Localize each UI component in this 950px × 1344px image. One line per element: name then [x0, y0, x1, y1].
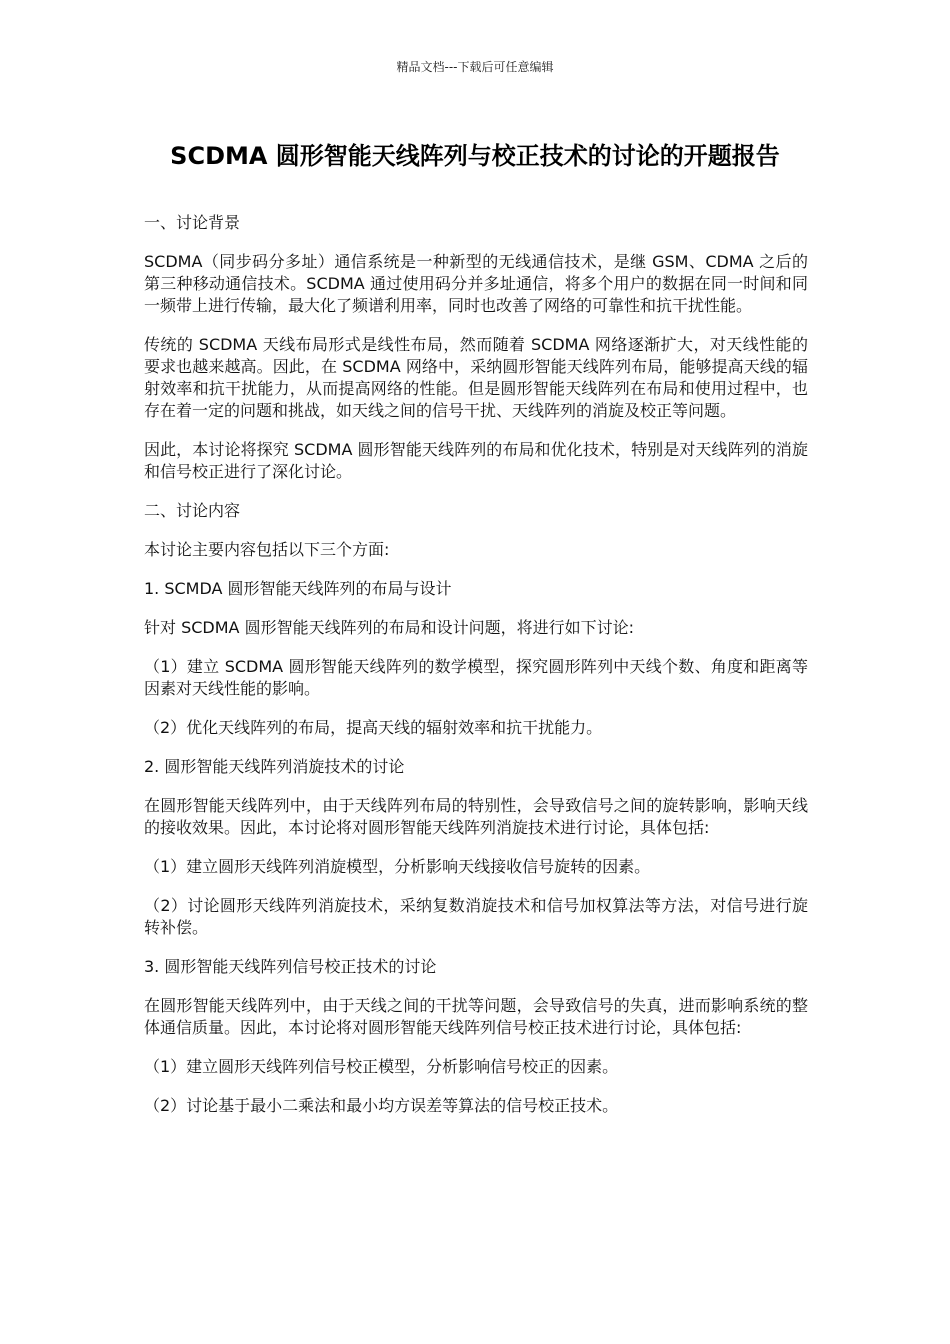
list-item-derotation-1: （1）建立圆形天线阵列消旋模型，分析影响天线接收信号旋转的因素。: [144, 857, 651, 876]
section-heading-background: 一、讨论背景: [144, 213, 241, 232]
paragraph-research-goal: 因此，本讨论将探究 SCDMA 圆形智能天线阵列的布局和优化技术，特别是对天线阵列的消旋和信号校正进行了深化讨论。: [144, 440, 808, 481]
header-note: 精品文档---下载后可任意编辑: [396, 60, 554, 74]
document-body: [144, 212, 808, 1134]
paragraph-correction-intro: 在圆形智能天线阵列中，由于天线之间的干扰等问题，会导致信号的失真，进而影响系统的整体通信质量。因此，本讨论将对圆形智能天线阵列信号校正技术进行讨论，具体包括:: [144, 996, 808, 1037]
list-item-layout-1: （1）建立 SCDMA 圆形智能天线阵列的数学模型，探究圆形阵列中天线个数、角度和距离等因素对天线性能的影响。: [144, 657, 808, 698]
paragraph-derotation-intro: 在圆形智能天线阵列中，由于天线阵列布局的特别性，会导致信号之间的旋转影响，影响天线的接收效果。因此，本讨论将对圆形智能天线阵列消旋技术进行讨论，具体包括:: [144, 796, 808, 837]
subheading-signal-correction: 3. 圆形智能天线阵列信号校正技术的讨论: [144, 957, 437, 976]
subheading-derotation: 2. 圆形智能天线阵列消旋技术的讨论: [144, 757, 405, 776]
list-item-correction-2: （2）讨论基于最小二乘法和最小均方误差等算法的信号校正技术。: [144, 1096, 619, 1115]
document-title: SCDMA 圆形智能天线阵列与校正技术的讨论的开题报告: [170, 142, 780, 170]
list-item-layout-2: （2）优化天线阵列的布局，提高天线的辐射效率和抗干扰能力。: [144, 718, 603, 737]
list-item-correction-1: （1）建立圆形天线阵列信号校正模型，分析影响信号校正的因素。: [144, 1057, 619, 1076]
paragraph-layout-intro: 针对 SCDMA 圆形智能天线阵列的布局和设计问题，将进行如下讨论:: [144, 618, 634, 637]
paragraph-traditional-layout: 传统的 SCDMA 天线布局形式是线性布局，然而随着 SCDMA 网络逐渐扩大，对天线性能的要求也越来越高。因此，在 SCDMA 网络中，采纳圆形智能天线阵列布局，能够提高天线的辐射效率和抗干扰能力，从而提高网络的性能。但是圆形智能天线阵列在布局和使用过程中，也存在着一定的问题和挑战，如天线之间的信号干扰、天线阵列的消旋及校正等问题。: [144, 335, 808, 420]
section-heading-content: 二、讨论内容: [144, 501, 241, 520]
paragraph-content-intro: 本讨论主要内容包括以下三个方面:: [144, 540, 390, 559]
list-item-derotation-2: （2）讨论圆形天线阵列消旋技术，采纳复数消旋技术和信号加权算法等方法，对信号进行旋转补偿。: [144, 896, 808, 937]
paragraph-scdma-intro: SCDMA（同步码分多址）通信系统是一种新型的无线通信技术，是继 GSM、CDMA 之后的第三种移动通信技术。SCDMA 通过使用码分并多址通信，将多个用户的数据在同一时间和同一频带上进行传输，最大化了频谱利用率，同时也改善了网络的可靠性和抗干扰性能。: [144, 252, 808, 315]
subheading-layout-design: 1. SCMDA 圆形智能天线阵列的布局与设计: [144, 579, 452, 598]
